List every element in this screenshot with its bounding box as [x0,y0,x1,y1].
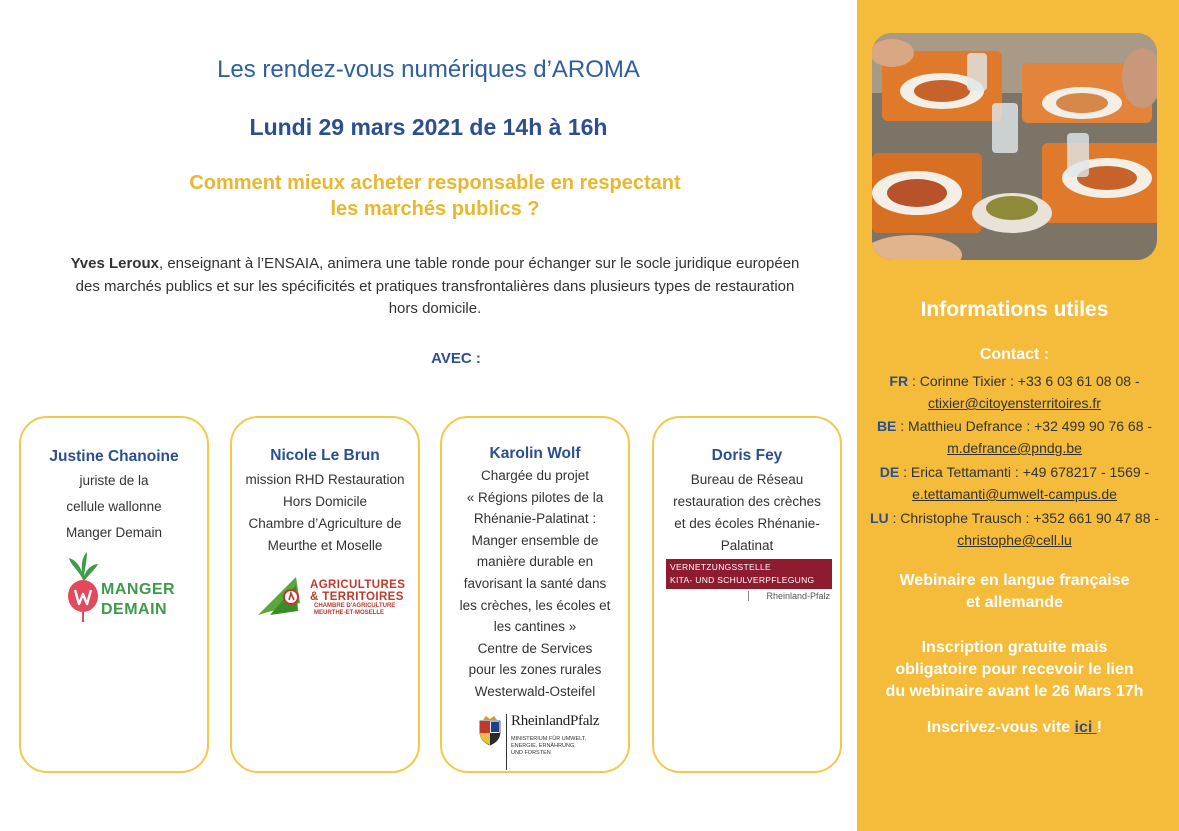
inscription-line: du webinaire avant le 26 Mars 17h [885,683,1144,700]
desc-line: Manger Demain [65,525,163,540]
event-question [0,170,870,222]
event-date: Lundi 29 mars 2021 de 14h à 16h [249,114,608,140]
desc-line: favorisant la santé dans [463,575,607,591]
chamber-triangle-icon [256,573,310,619]
logo-subtext [314,603,395,617]
desc-line: Palatinat [720,538,774,553]
desc-line: cellule wallonne [66,499,162,514]
logo-text-line: MANGER [101,581,176,598]
desc-line: Rhénanie-Palatinat : [473,511,597,527]
speaker-card-description [654,469,840,557]
webinaire-language [857,570,1172,614]
logo-text-line: MEURTHE-ET-MOSELLE [314,610,384,616]
registration-link[interactable]: ici [1074,719,1097,736]
logo-banner [666,559,832,589]
contact-de [857,461,1172,505]
manger-demain-logo-text [101,580,175,620]
contact-line [857,507,1172,529]
speaker-card-name: Karolin Wolf [489,445,581,462]
logo-text-line: & TERRITOIRES [310,591,404,603]
coat-of-arms-icon [477,714,503,746]
question-line-2: les marchés publics ? [330,198,540,220]
meal-photo [872,33,1157,260]
speaker-card-name: Justine Chanoine [49,448,179,465]
info-title: Informations utiles [920,298,1109,321]
contact-line [857,461,1172,483]
intro-text: , enseignant à l’ENSAIA, animera une table ronde pour échanger sur le socle juridique européen des marchés publics et sur les spécificités et pratiques transfrontalières dans plusieurs types de restauration hors domicile. [75,255,800,317]
desc-line: Chargée du projet [480,468,590,483]
email-link-be[interactable]: m.defrance@pndg.be [947,440,1082,456]
desc-line: Bureau de Réseau [690,472,804,487]
desc-line: Hors Domicile [282,494,367,509]
email-link-de[interactable]: e.tettamanti@umwelt-campus.de [912,486,1117,502]
desc-line: « Régions pilotes de la [466,489,604,505]
contact-lu [857,507,1172,551]
desc-line: Meurthe et Moselle [267,538,383,553]
contact-text: : Corinne Tixier : +33 6 03 61 08 08 - [908,373,1140,389]
speaker-card-chanoine [19,416,209,773]
contact-text: : Matthieu Defrance : +32 499 90 76 68 - [896,418,1153,434]
desc-line: manière durable en [476,554,594,570]
cta-text: Inscrivez-vous vite [926,719,1075,736]
desc-line: pour les zones rurales [468,662,602,678]
speaker-card-wolf [440,416,630,773]
speaker-card-description [21,468,207,546]
vernetzungsstelle-logo [666,559,832,601]
agricultures-territoires-logo [254,573,404,623]
desc-line: Westerwald-Osteifel [474,683,596,699]
inscription-line: Inscription gratuite mais [921,639,1108,656]
logo-text-line: KITA- UND SCHULVERPFLEGUNG [670,575,815,585]
avec-label: AVEC : [431,350,481,367]
speaker-card-description [232,469,418,557]
logo-text-line: DEMAIN [101,601,168,618]
contact-be [857,415,1172,459]
contact-text: : Erica Tettamanti : +49 678217 - 1569 - [899,464,1150,480]
speaker-card-description [442,465,628,703]
desc-line: Centre de Services [477,640,593,656]
desc-line: juriste de la [79,473,149,488]
country-code: BE [876,418,897,434]
logo-text-line: RheinlandPfalz [511,713,600,729]
registration-cta [857,717,1172,739]
logo-text-line: MINISTERIUM FÜR UMWELT, [511,736,587,742]
intro-paragraph [60,253,810,321]
logo-text-line: ENERGIE, ERNÄHRUNG [511,743,575,749]
webinaire-line: Webinaire en langue française [899,572,1130,589]
desc-line: les crèches, les écoles et [459,597,611,613]
rheinland-pfalz-logo [474,714,606,772]
desc-line: les cantines » [493,619,577,635]
desc-line: Manger ensemble de [471,532,599,548]
email-link-fr[interactable]: ctixier@citoyensterritoires.fr [928,395,1101,411]
contact-fr [857,370,1172,414]
meal-photo-image [872,33,1157,260]
logo-divider [506,714,507,770]
webinaire-line: et allemande [966,594,1063,611]
radish-icon [65,550,101,624]
logo-text-line: Rheinland-Pfalz [748,591,832,601]
event-series-title: Les rendez-vous numériques d’AROMA [217,56,640,83]
inscription-line: obligatoire pour recevoir le lien [895,661,1134,678]
logo-text-line: CHAMBRE D'AGRICULTURE [314,603,396,609]
cta-end: ! [1096,719,1103,736]
logo-text-line: AGRICULTURES [310,579,406,591]
logo-text-line: VERNETZUNGSSTELLE [670,562,771,572]
desc-line: et des écoles Rhénanie- [674,516,820,531]
desc-line: restauration des crèches [673,494,821,509]
contact-line [857,415,1172,437]
speaker-card-le-brun [230,416,420,773]
inscription-info [857,637,1172,703]
contact-text: : Christophe Trausch : +352 661 90 47 88 - [888,510,1160,526]
country-code: LU [869,510,889,526]
logo-subtext [511,736,586,757]
manger-demain-logo [59,550,176,628]
country-code: DE [879,464,900,480]
contact-title: Contact : [979,346,1050,363]
desc-line: mission RHD Restauration [245,472,405,487]
speaker-card-name: Nicole Le Brun [270,447,380,464]
logo-text-line: UND FORSTEN [511,750,551,756]
desc-line: Chambre d’Agriculture de [248,516,402,531]
question-line-1: Comment mieux acheter responsable en respectant [189,172,681,194]
contact-line [857,370,1172,392]
speaker-name: Yves Leroux [70,255,159,272]
speaker-card-name: Doris Fey [711,447,783,464]
info-sidebar [857,0,1179,831]
speaker-card-fey [652,416,842,773]
email-link-lu[interactable]: christophe@cell.lu [957,532,1072,548]
country-code: FR [889,373,909,389]
